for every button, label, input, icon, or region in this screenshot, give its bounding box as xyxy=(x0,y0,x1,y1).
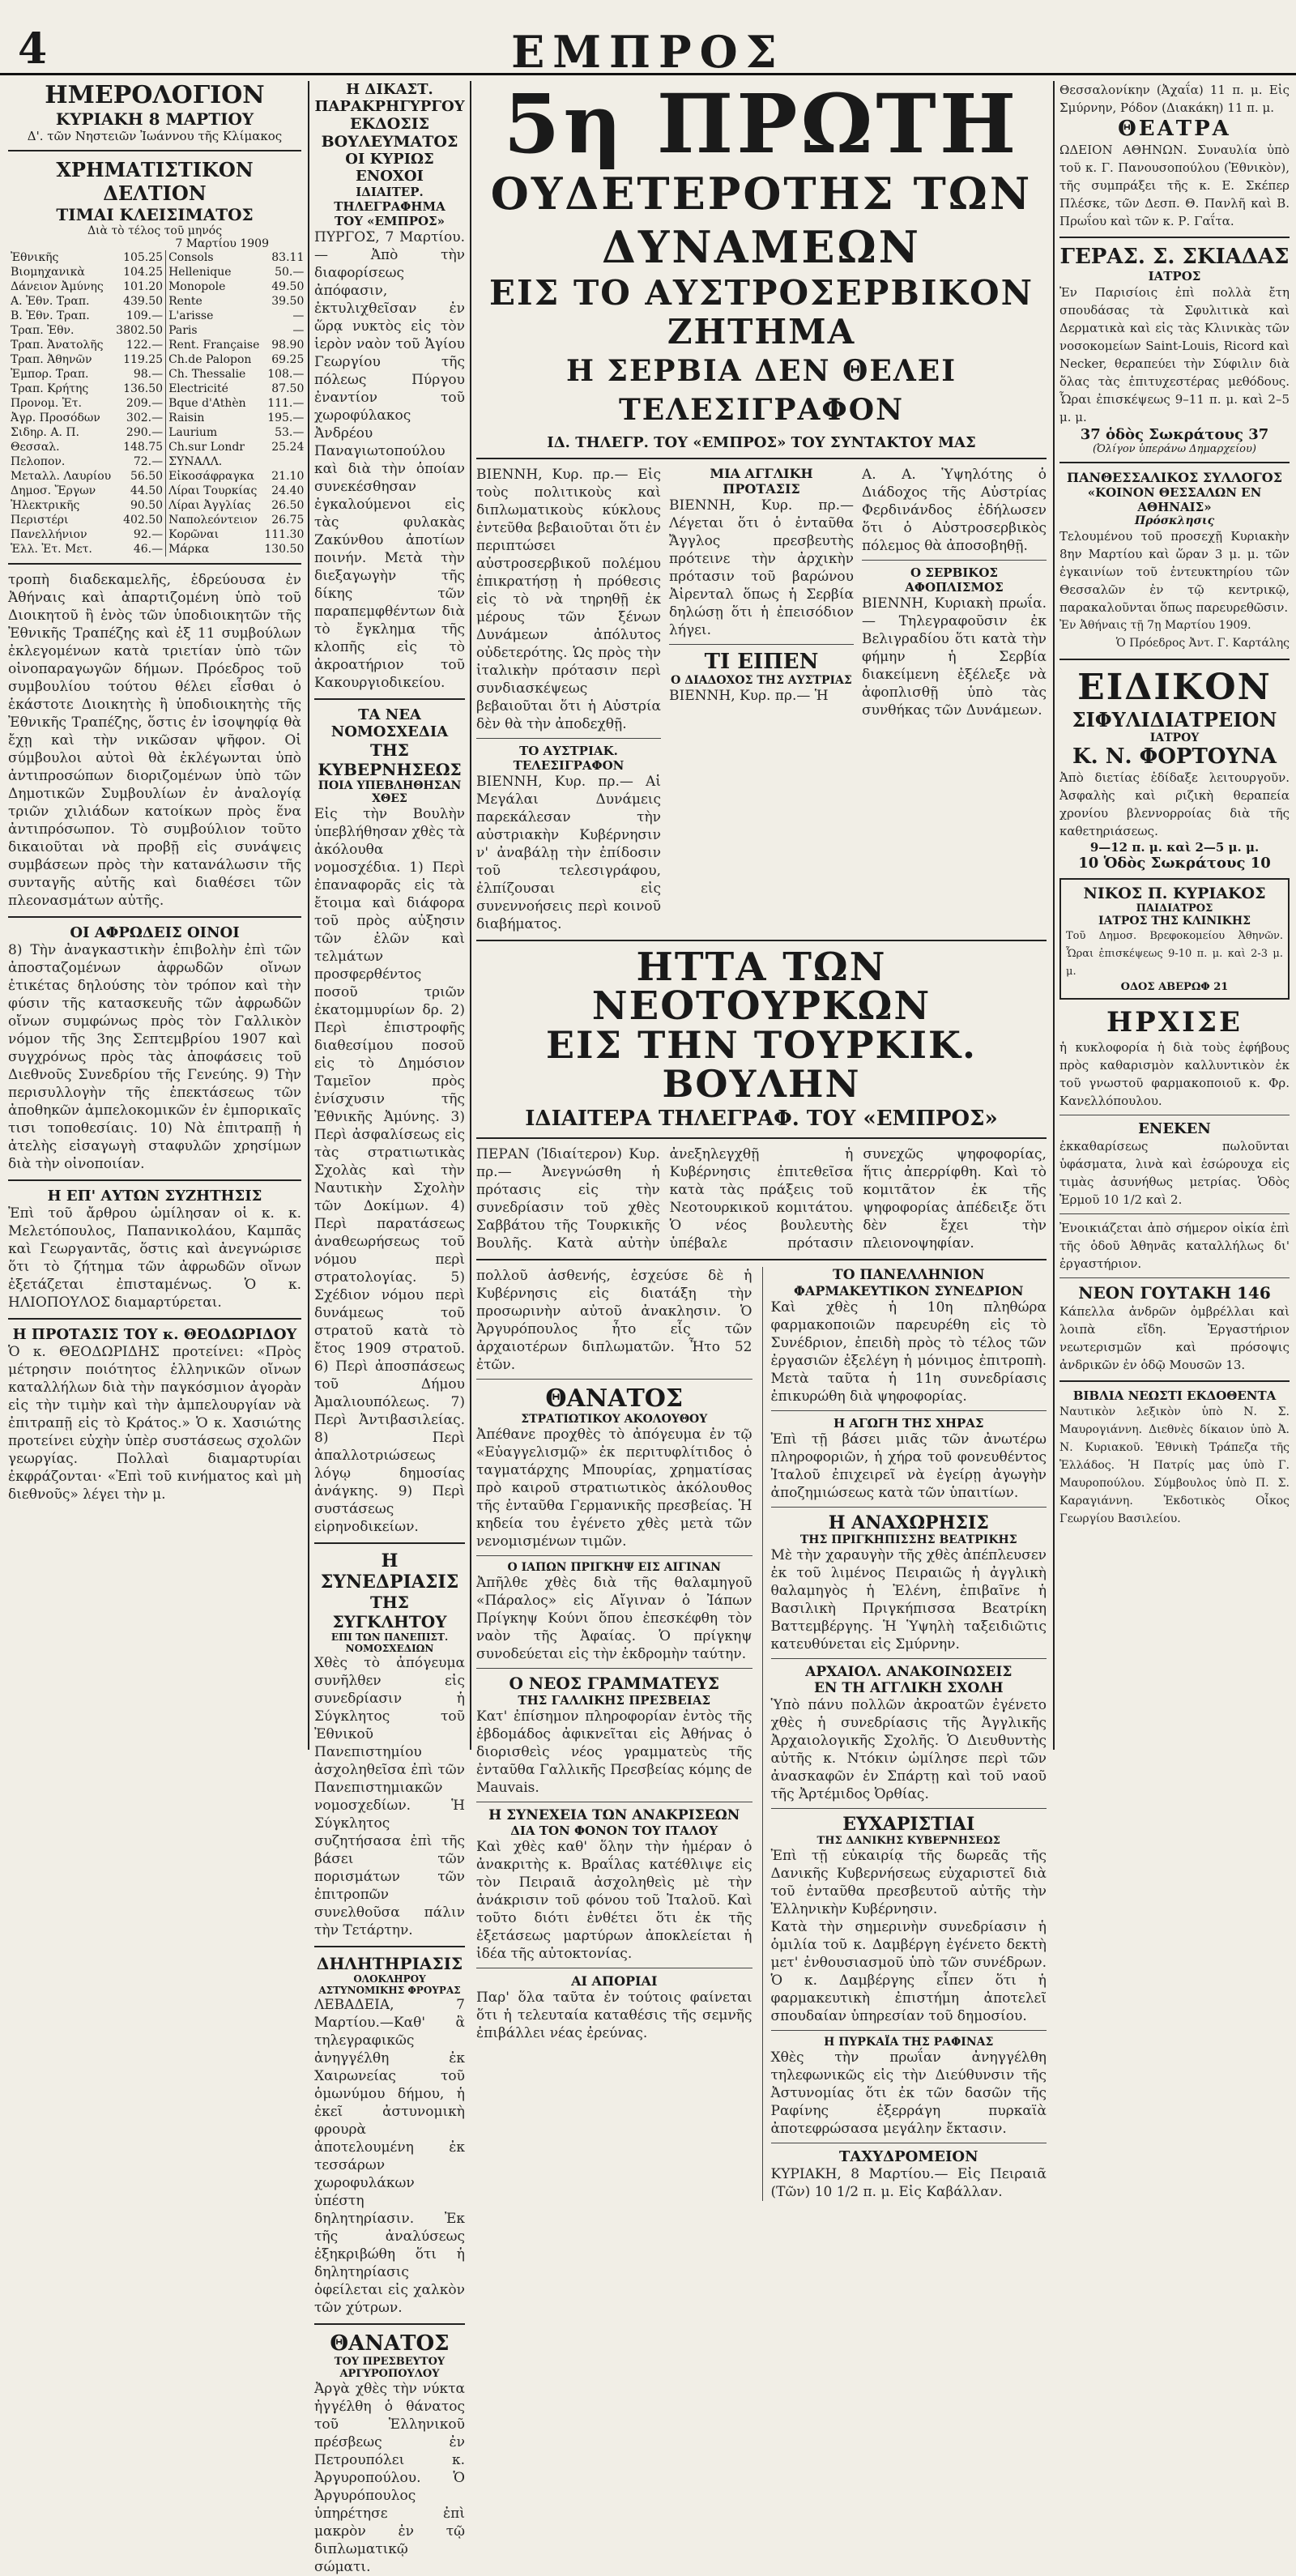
liquidation-text: ἐκκαθαρίσεως πωλοῦνται ὑφάσματα, λινὰ καὶ ἐσώρουχα εἰς τιμὰς ἀσυνήθως μετρίας. Ὁδὸς Ἑρμοῦ 10 1/2 καὶ 2. xyxy=(1059,1139,1290,1207)
quote-name: Hellenique xyxy=(168,266,232,279)
quote-name: Προνομ. Ἐτ. xyxy=(11,397,82,410)
serbian-disarm-text: ΒΙΕΝΝΗ, Κυριακὴ πρωΐα.— Τηλεγραφοῦσιν ἐκ Βελιγραδίου ὅτι κατὰ τὴν φήμην ἡ Σερβία διακείμενη ἐξέλεξε νὰ ἀφοπλισθῇ ὑπὸ τὰς συνθήκας τῶν Δυνάμεων. xyxy=(862,595,1047,719)
association-title: ΠΑΝΘΕΣΣΑΛΙΚΟΣ ΣΥΛΛΟΓΟΣ xyxy=(1066,470,1283,485)
quote-value: 39.50 xyxy=(271,295,305,308)
quote-value: 290.— xyxy=(113,425,165,440)
quote-value: 111.30 xyxy=(264,528,305,541)
special-clinic-hours: 9—12 π. μ. καὶ 2—5 μ. μ. xyxy=(1089,840,1260,855)
japan-prince-title: Ο ΙΑΠΩΝ ΠΡΙΓΚΗΨ ΕΙΣ ΑΙΓΙΝΑΝ xyxy=(507,1561,721,1574)
serbian-disarm-title: Ο ΣΕΡΒΙΚΟΣ ΑΦΟΠΛΙΣΜΟΣ xyxy=(905,565,1004,595)
quote-name: Β. Ἐθν. Τραπ. xyxy=(11,309,90,322)
quote-name: Ch.de Palopon xyxy=(168,353,252,366)
quote-name: Θεσσαλ. xyxy=(11,441,60,454)
quote-row xyxy=(8,338,306,352)
quote-name: Εἰκοσάφραγκα xyxy=(168,470,255,483)
quote-value: 119.25 xyxy=(113,352,165,367)
quote-row xyxy=(8,265,306,279)
quote-row xyxy=(8,352,306,367)
quote-name: Α. Ἐθν. Τραπ. xyxy=(11,295,90,308)
inquiry-title: Η ΣΥΝΕΧΕΙΑ ΤΩΝ ΑΝΑΚΡΙΣΕΩΝ xyxy=(488,1807,740,1823)
quote-value: 98.— xyxy=(113,367,165,382)
quote-value: 26.75 xyxy=(271,514,305,527)
quote-name: Λίραι Ἀγγλίας xyxy=(168,499,251,512)
quote-value: 122.— xyxy=(113,338,165,352)
quote-name: Σιδηρ. Α. Π. xyxy=(11,426,80,439)
laws-title: ΤΑ ΝΕΑ ΝΟΜΟΣΧΕΔΙΑ xyxy=(330,706,449,740)
quote-name: Δάνειον Ἀμύνης xyxy=(11,280,104,293)
calendar-date: ΚΥΡΙΑΚΗ 8 ΜΑΡΤΙΟΥ xyxy=(55,109,254,129)
inquiry-text: Καὶ χθὲς καθ' ὅλην τὴν ἡμέραν ὁ ἀνακριτὴς κ. Βραΐλας κατέθλιψε εἰς τὸν Πειραιᾶ ἀσχοληθεὶς μὲ τὴν ἀνάκρισιν τοῦ φόνου τοῦ Ἰταλοῦ. Καὶ τοῦτο διότι ἐνθέτει ὅτι ἐκ τῆς ἐξετάσεως μαρτύρων ἀποκλείεται ἡ ἰδέα τῆς αὐτοκτονίας. xyxy=(476,1839,752,1962)
quote-row xyxy=(8,396,306,411)
quote-value: 72.— xyxy=(113,454,165,469)
quote-name: Ch. Thessalie xyxy=(168,368,246,381)
senate-text: Χθὲς τὸ ἀπόγευμα συνῆλθεν εἰς συνεδρίασιν ἡ Σύγκλητος τοῦ Ἐθνικοῦ Πανεπιστημίου ἀσχοληθεῖσα ἐπὶ τῶν Πανεπιστημιακῶν νομοσχεδίων. Ἡ Σύγκλητος συζητήσασα ἐπὶ τῆς βάσει τῶν πορισμάτων τῶν ἐπιτροπῶν συνελθοῦσα πάλιν τὴν Τετάρτην. xyxy=(314,1655,465,1938)
right-column xyxy=(1059,81,1290,1758)
quote-name: Τραπ. Ἀθηνῶν xyxy=(11,353,92,366)
quote-value: 108.— xyxy=(267,368,305,381)
quote-name: Πελοπον. xyxy=(11,455,66,468)
proposal-text: Ὁ κ. ΘΕΟΔΩΡΙΔΗΣ προτείνει: «Πρὸς μέτρησιν ποιότητος ἑλληνικῶν οἴνων καταλλήλων διὰ τὴν παγκόσμιον ἀγορὰν εἰς τὴν τιμὴν καὶ τὴν ἀμπελουργίαν νὰ ἐπιτραπῇ εἰς τὸ Κράτος.» Ὁ κ. Χασιώτης προτείνει εὐχὴν ὑπὲρ συστάσεως σχολῶν γεωργίας. Πολλαὶ διαμαρτυρίαι ἐκφράζονται· «Ἐπὶ τοῦ κινήματος καὶ μὴ διεθνοῦς» λέγει τὴν μ. xyxy=(8,1344,301,1503)
pyrgos-sub2: ΟΙ ΚΥΡΙΩΣ ΕΝΟΧΟΙ xyxy=(345,151,434,185)
quote-value: 3802.50 xyxy=(113,323,165,338)
widow-title: Η ΑΓΩΓΗ ΤΗΣ ΧΗΡΑΣ xyxy=(833,1416,984,1431)
books-text: Ναυτικὸν λεξικὸν ὑπὸ Ν. Σ. Μαυρογιάννη. Διεθνὲς δίκαιον ὑπὸ Ἀ. Ν. Κυριακοῦ. Ἐθνικὴ Τράπεζα τῆς Ἑλλάδος. Ἡ Πατρίς μας ὑπὸ Γ. Μαυροπούλου. Σύμβουλος ὑπὸ Π. Σ. Καραγιάννη. Ἐκδοτικὸς Οἶκος Γεωργίου Βασιλείου. xyxy=(1059,1405,1290,1525)
kyriakos-text: Τοῦ Δημοσ. Βρεφοκομείου Ἀθηνῶν. Ὧραι ἐπισκέψεως 9-10 π. μ. καὶ 2-3 μ. μ. xyxy=(1066,930,1283,978)
special-clinic-address: 10 Ὁδὸς Σωκράτους 10 xyxy=(1078,855,1271,872)
austrian-ultimatum-text: ΒΙΕΝΝΗ, Κυρ. πρ.— Αἱ Μεγάλαι Δυνάμεις παρεκάλεσαν τὴν αὐστριακὴν Κυβέρνησιν ν' ἀναβάλῃ τὴν ἐπίδοσιν τοῦ τελεσιγράφου, ἐλπίζουσαι εἰς συνεννοήσεις περὶ κοινοῦ διαβήματος. xyxy=(476,774,661,932)
quote-row xyxy=(8,323,306,338)
quote-value: 53.— xyxy=(275,426,305,439)
quote-row xyxy=(8,309,306,323)
began-text: ἡ κυκλοφορία ἡ διὰ τοὺς ἐφήβους πρὸς καθαρισμὸν καλλυντικὸν ἐκ τοῦ γνωστοῦ φαρμακοποιοῦ κ. Φρ. Κανελλόπουλου. xyxy=(1059,1040,1290,1108)
quote-value: — xyxy=(292,309,305,322)
center-column xyxy=(476,76,1047,2200)
byline: ΙΔ. ΤΗΛΕΓΡ. ΤΟΥ «ΕΜΠΡΟΣ» ΤΟΥ ΣΥΝΤΑΚΤΟΥ ΜΑΣ xyxy=(547,434,976,451)
archaeology-sub: ΕΝ ΤΗ ΑΓΓΛΙΚΗ ΣΧΟΛΗ xyxy=(813,1680,1004,1696)
quote-value: 136.50 xyxy=(113,382,165,396)
quote-name: Ἐθνικῆς xyxy=(11,251,59,264)
quote-value: 25.24 xyxy=(271,441,305,454)
said-sub: Ο ΔΙΑΔΟΧΟΣ ΤΗΣ ΑΥΣΤΡΙΑΣ xyxy=(671,674,852,687)
english-proposal-title: ΜΙΑ ΑΓΓΛΙΚΗ ΠΡΟΤΑΣΙΣ xyxy=(710,466,813,497)
quote-value: — xyxy=(292,324,305,337)
quote-value: 26.50 xyxy=(271,499,305,512)
quote-value: 21.10 xyxy=(271,470,305,483)
headline-neutrality: ΟΥΔΕΤΕΡΟΤΗΣ ΤΩΝ ΔΥΝΑΜΕΩΝ xyxy=(490,168,1033,273)
military-death-title: ΘΑΝΑΤΟΣ xyxy=(545,1384,684,1413)
pyrgos-text: ΠΥΡΓΟΣ, 7 Μαρτίου.— Ἀπὸ τὴν διαφορίσεως ἀπόφασιν, ἐκτυλιχθεῖσαν ἐν ὥρᾳ νυκτὸς εἰς τὸν ἱερὸν ναὸν τοῦ Ἁγίου Γεωργίου τῆς πόλεως Πύργου ἐναντίον τοῦ χωροφύλακος Ἀνδρέου Παναγιωτοπούλου καὶ διὰ τὴν ὁποίαν συνεκέσθησαν ἐγκαλούμενοι εἰς τὰς φυλακὰς Ζακύνθου ἀποτίων ποινήν. Μετὰ τὴν διεξαγωγὴν τῆς δίκης τῶν παραπεμφθέντων διὰ τὸ ἔγκλημα τῆς κλοπῆς εἰς τὸ ἀκροατήριον τοῦ Κακουργιοδικείου. xyxy=(314,229,465,691)
quote-value: 50.— xyxy=(275,266,305,279)
wines-text: 8) Τὴν ἀναγκαστικὴν ἐπιβολὴν ἐπὶ τῶν ἀποσταζομένων ἀφρωδῶν οἴνων ἐτικέτας δηλούσης τὸν τρόπον καὶ τὴν φύσιν τῆς κατασκευῆς τῶν ἀφρωδῶν οἴνων συμφώνως πρὸς τὸν Γαλλικὸν νόμον τῆς 3ης Σεπτεμβρίου 1907 καὶ συγχρόνως πρὸς τὰς ἀποφάσεις τοῦ Διεθνοῦς Συνεδρίου τῆς Γενεύης. 9) Τὴν περισυλλογὴν τῆς ἐπεκτάσεως τῶν ἀποθηκῶν ἀμπελοκομικῶν ἐν ἐμπορικαῖς τισι τοποθεσίαις. 10) Νὰ ἐπιτραπῇ ἡ ἀτελὴς εἰσαγωγὴ σταφυλῶν χρησίμων διὰ τὴν οἰνοποιίαν. xyxy=(8,942,301,1172)
pyrgos-sub1: ΕΚΔΟΣΙΣ ΒΟΥΛΕΥΜΑΤΟΣ xyxy=(321,115,458,151)
newspaper-name: ΕΜΠΡΟΣ xyxy=(511,26,785,78)
doctor-skiadas-address: 37 ὁδὸς Σωκράτους 37 xyxy=(1080,426,1269,443)
quote-row xyxy=(8,469,306,484)
special-clinic-name: Κ. Ν. ΦΟΡΤΟΥΝΑ xyxy=(1072,744,1277,769)
began-title: ΗΡΧΙΣΕ xyxy=(1106,1006,1243,1039)
poison-title: ΔΗΛΗΤΗΡΙΑΣΙΣ xyxy=(316,1954,463,1973)
thanks-text: Ἐπὶ τῇ εὐκαιρίᾳ τῆς δωρεᾶς τῆς Δανικῆς Κυβερνήσεως εὐχαριστεῖ διὰ τοῦ ἐνταῦθα πρεσβευτοῦ αὐτῆς τὴν Ἑλληνικὴν Κυβέρνησιν. xyxy=(770,1848,1047,1917)
poison-sub: ΟΛΟΚΛΗΡΟΥ ΑΣΤΥΝΟΜΙΚΗΣ ΦΡΟΥΡΑΣ xyxy=(318,1973,461,1996)
quote-value: 195.— xyxy=(267,412,305,424)
quote-value: 98.90 xyxy=(271,339,305,352)
headline-serbia: Η ΣΕΡΒΙΑ ΔΕΝ ΘΕΛΕΙ ΤΕΛΕΣΙΓΡΑΦΟΝ xyxy=(565,354,957,427)
quote-name: Ἑλλ. Ἐτ. Μετ. xyxy=(11,543,92,556)
archaeology-text: Ὑπὸ πάνυ πολλῶν ἀκροατῶν ἐγένετο χθὲς ἡ συνεδρίασις τῆς Ἀγγλικῆς Ἀρχαιολογικῆς Σχολῆς. Ὁ Διευθυντὴς αὐτῆς κ. Ντόκιν ὡμίλησε περὶ τῶν ἀνασκαφῶν ἐν Σπάρτῃ καὶ τοῦ ναοῦ τῆς Ἀρτέμιδος Ὀρθίας. xyxy=(770,1697,1047,1802)
post-text: ΚΥΡΙΑΚΗ, 8 Μαρτίου.— Εἰς Πειραιᾶ (Τῶν) 10 1/2 π. μ. Εἰς Καβάλλαν. xyxy=(770,2166,1047,2200)
quote-value: 302.— xyxy=(113,411,165,425)
quote-name: Περιστέρι xyxy=(11,514,69,527)
headline-austroserbian: ΕΙΣ ΤΟ ΑΥΣΤΡΟΣΕΡΒΙΚΟΝ ΖΗΤΗΜΑ xyxy=(488,273,1034,352)
quote-value: 130.50 xyxy=(264,543,305,556)
quote-name: Consols xyxy=(168,251,214,264)
association-label: Πρόσκλησις xyxy=(1134,514,1215,527)
quote-name: Electricité xyxy=(168,382,228,395)
quote-value: 109.— xyxy=(113,309,165,323)
proposal-title: Η ΠΡΟΤΑΣΙΣ ΤΟΥ κ. ΘΕΟΔΩΡΙΔΟΥ xyxy=(12,1326,297,1343)
doctor-skiadas-role: ΙΑΤΡΟΣ xyxy=(1148,269,1201,284)
headline-turkish-parliament: ΕΙΣ ΤΗΝ ΤΟΥΡΚΙΚ. ΒΟΥΛΗΝ xyxy=(545,1023,978,1106)
vienna-text: ΒΙΕΝΝΗ, Κυρ. πρ.— Εἰς τοὺς πολιτικοὺς καὶ διπλωματικοὺς κύκλους ἐντεῦθα βεβαιοῦται ὅτι ἐν περιπτώσει αὐστροσερβικοῦ πολέμου ἐπικρατήσῃ ἡ πρόθεσις εἰς τὸ νὰ τηρηθῇ ἐκ μέρους τῶν ξένων Δυνάμεων ἀπόλυτος οὐδετερότης. Ὡς πρὸς τὴν ἰταλικὴν πρότασιν περὶ συνδιασκέψεως βεβαιοῦται ὅτι ἡ Αὐστρία δὲν θὰ τὴν ἀποδεχθῇ. xyxy=(476,467,661,732)
quote-name: L'arisse xyxy=(168,309,214,322)
calendar-title: ΗΜΕΡΟΛΟΓΙΟΝ xyxy=(45,81,265,109)
special-clinic-text: Ἀπὸ διετίας ἐδίδαξε λειτουργοῦν. Ἀσφαλὴς καὶ ριζικὴ θεραπεία χρονίου βλεννορροίας διὰ τῆς καθετηριάσεως. xyxy=(1059,770,1290,838)
prices-title: ΤΙΜΑΙ ΚΛΕΙΣΙΜΑΤΟΣ xyxy=(56,205,254,224)
military-death-sub: ΣΤΡΑΤΙΩΤΙΚΟΥ ΑΚΟΛΟΥΘΟΥ xyxy=(521,1413,708,1426)
quote-value: 148.75 xyxy=(113,440,165,454)
special-clinic-sub: ΣΙΦΥΛΙΔΙΑΤΡΕΙΟΝ xyxy=(1072,708,1277,731)
senate-title: Η ΣΥΝΕΔΡΙΑΣΙΣ xyxy=(320,1550,459,1593)
laws-text: Εἰς τὴν Βουλὴν ὑπεβλήθησαν χθὲς τὰ ἀκόλουθα νομοσχέδια. 1) Περὶ ἐπαναφορᾶς εἰς τὰ ἔτοιμα καὶ διάφορα τοῦ πρὸς αὐξησιν τῶν ἐλῶν καὶ τελμάτων προσφερθέντος ποσοῦ τριῶν ἐκατομμυρίων δρ. 2) Περὶ ἐπιστροφῆς διαθεσίμου ποσοῦ εἰς τὸ Δημόσιον Ταμεῖον πρὸς ἐνίσχυσιν τῆς Ἐθνικῆς Ἀμύνης. 3) Περὶ ἀσφαλίσεως εἰς τὰς στρατιωτικὰς Σχολὰς καὶ τὴν Ναυτικὴν Σχολὴν τῶν Δοκίμων. 4) Περὶ παρατάσεως ἀναθεωρήσεως τοῦ νόμου περὶ στρατολογίας. 5) Σχέδιον νόμου περὶ δυνάμεως τοῦ στρατοῦ κατὰ τὸ ἔτος 1909 στρατοῦ. 6) Περὶ ἀποσπάσεως τοῦ Δήμου Ἀμαλιουπόλεως. 7) Περὶ Ἀντιβασιλείας. 8) Περὶ ἀπαλλοτριώσεως λόγῳ δημοσίας ἀνάγκης. 9) Περὶ συστάσεως εἰρηνοδικείων. xyxy=(314,806,465,1535)
death-sub: ΤΟΥ ΠΡΕΣΒΕΥΤΟΥ ΑΡΓΥΡΟΠΟΥΛΟΥ xyxy=(334,2356,446,2380)
quote-value: 49.50 xyxy=(271,280,305,293)
quote-name: Πανελλήνιον xyxy=(11,528,87,541)
association-sub: «ΚΟΙΝΟΝ ΘΕΣΣΑΛΩΝ ΕΝ ΑΘΗΝΑΙΣ» xyxy=(1087,485,1262,514)
quote-name: Βιομηχανικὰ xyxy=(11,266,85,279)
quote-name: Δημοσ. Ἔργων xyxy=(11,484,96,497)
quote-value: 69.25 xyxy=(271,353,305,366)
liquidation-title: ΕΝΕΚΕΝ xyxy=(1138,1120,1211,1137)
quote-row xyxy=(8,250,306,265)
association-date: Ἐν Ἀθήναις τῇ 7ῃ Μαρτίου 1909. xyxy=(1059,619,1251,632)
wines-title: ΟΙ ΑΦΡΩΔΕΙΣ ΟΙΝΟΙ xyxy=(70,924,240,941)
pharma-congress-text: Καὶ χθὲς ἡ 10η πληθώρα φαρμακοποιῶν παρευρέθη εἰς τὸ Συνέδριον, ἐπειδὴ πρὸς τὸ τέλος τῶν ἐργασιῶν ἐξελέγη ἡ μόνιμος ἐπιτροπὴ. Μετὰ ταῦτα ἡ 11η συνεδρίασις ἐπικυρώθη διὰ ψηφοφορίας. xyxy=(770,1299,1047,1405)
quote-name: Rente xyxy=(168,295,202,308)
special-clinic-title: ΕΙΔΙΚΟΝ xyxy=(1077,667,1272,708)
left-column xyxy=(8,81,305,1758)
said-title: ΤΙ ΕΙΠΕΝ xyxy=(704,650,819,674)
poison-text: ΛΕΒΑΔΕΙΑ, 7 Μαρτίου.—Καθ' ἃ τηλεγραφικῶς ἀνηγγέλθη ἐκ Χαιρωνείας τοῦ ὁμωνύμου δήμου, ἡ ἐκεῖ ἀστυνομικὴ φρουρὰ ἀποτελουμένη ἐκ τεσσάρων χωροφυλάκων ὑπέστη δηλητηρίασιν. Ἐκ τῆς ἀναλύσεως ἐξηκριβώθη ὅτι ἡ δηλητηρίασις ὀφείλεται εἰς χαλκὸν τῶν χύτρων. xyxy=(314,1997,465,2316)
doctor-skiadas-note: (Ὀλίγον ὑπεράνω Δημαρχείου) xyxy=(1093,443,1256,455)
pharma-speech-text: Κατὰ τὴν σημερινὴν συνεδρίασιν ἡ ὁμιλία τοῦ κ. Δαμβέργη ἐγένετο δεκτὴ μετ' ἐνθουσιασμοῦ ὑπὸ τῶν συνέδρων. Ὁ κ. Δαμβέργης εἶπεν ὅτι ἡ φαρμακευτικὴ ἐπιστήμη ἀποτελεῖ σπουδαίαν ὑπηρεσίαν τοῦ δημοσίου. xyxy=(770,1919,1047,2024)
neon-title: ΝΕΟΝ ΓΟΥΤΑΚΗ 146 xyxy=(1078,1283,1271,1303)
prices-date: 7 Μαρτίου 1909 xyxy=(175,237,269,250)
quote-row xyxy=(8,454,306,469)
association-text: Τελουμένου τοῦ προσεχῇ Κυριακὴν 8ην Μαρτίου καὶ ὥραν 3 μ. μ. τῶν ἐγκαινίων τοῦ ἐντευκτηρίου τῶν Θεσσαλῶν ἐν τῷ κεντρικῷ, παρακαλοῦνται ὅπως παρευρεθῶσιν. xyxy=(1059,529,1290,615)
quote-value: 104.25 xyxy=(113,265,165,279)
quote-row xyxy=(8,484,306,498)
page-number: 4 xyxy=(18,24,48,74)
quote-row xyxy=(8,498,306,513)
quote-value: 83.11 xyxy=(271,251,305,264)
quote-value: 92.— xyxy=(113,527,165,542)
quote-name: Ἀγρ. Προσόδων xyxy=(11,412,100,424)
argyropoulos-continued: πολλοῦ ἀσθενής, ἐσχεύσε δὲ ἡ Κυβέρνησις εἰς διατάξη τὴν προσωρινὴν αὐτοῦ ἀνακλησιν. Ὁ Ἀργυρόπουλος ἦτο εἷς τῶν ἀρχαιοτέρων διπλωματῶν. Ἦτο 52 ἐτῶν. xyxy=(476,1268,752,1373)
quote-name: Laurium xyxy=(168,426,218,439)
quote-name: Ναπολεόντειον xyxy=(168,514,258,527)
quote-name: Μάρκα xyxy=(168,543,210,556)
finance-title: ΧΡΗΜΑΤΙΣΤΙΚΟΝ ΔΕΛΤΙΟΝ xyxy=(56,158,254,205)
quote-name: Λίραι Τουρκίας xyxy=(168,484,258,497)
prices-subtitle: Διὰ τὸ τέλος τοῦ μηνός xyxy=(87,224,223,237)
quote-value: 87.50 xyxy=(271,382,305,395)
austrian-ultimatum-title: ΤΟ ΑΥΣΤΡΙΑΚ. ΤΕΛΕΣΙΓΡΑΦΟΝ xyxy=(513,744,625,773)
departure-sub: ΤΗΣ ΠΡΙΓΚΗΠΙΣΣΗΣ ΒΕΑΤΡΙΚΗΣ xyxy=(799,1533,1017,1546)
widow-text: Ἐπὶ τῇ βάσει μιᾶς τῶν ἀνωτέρω πληροφοριῶν, ἡ χήρα τοῦ φονευθέντος Ἰταλοῦ ἐπιχειρεῖ νὰ ἐγείρῃ ἀγωγὴν ἀποζημιώσεως κατὰ τῶν ὑπαιτίων. xyxy=(770,1431,1047,1501)
quote-name: Ἐμπορ. Τραπ. xyxy=(11,368,89,381)
column-rule xyxy=(470,81,471,1750)
quote-name: Μεταλλ. Λαυρίου xyxy=(11,470,112,483)
laws-sub2: ΠΟΙΑ ΥΠΕΒΛΗΘΗΣΑΝ ΧΘΕΣ xyxy=(318,779,462,805)
quote-row xyxy=(8,513,306,527)
quote-name: Monopole xyxy=(168,280,226,293)
pera-text: ΠΕΡΑΝ (Ἰδιαίτερον) Κυρ. πρ.— Ἀνεγνώσθη ἡ πρότασις εἰς τὴν συνεδρίασιν τοῦ χθὲς Σαββάτου τῆς Τουρκικῆς Βουλῆς. Κατὰ αὐτὴν ἀνεξηλεγχθῇ ἡ Κυβέρνησις ἐπιτεθεῖσα κατὰ τὰς πράξεις τοῦ Νεοτουρκικοῦ κομιτάτου. Ὁ νέος βουλευτὴς ὑπέβαλε πρότασιν συνεχῶς ψηφοφορίας, ἥτις ἀπερρίφθη. Καὶ τὸ κομιτᾶτον ἐκ τῆς ψηφοφορίας ἀπέδειξε ὅτι δὲν ἔχει τὴν πλειονοψηφίαν. xyxy=(476,1146,1047,1252)
quote-name: Ἠλεκτρικῆς xyxy=(11,499,80,512)
secretary-text: Κατ' ἐπίσημον πληροφορίαν ἐντὸς τῆς ἑβδομάδος ἀφικνεῖται εἰς Ἀθήνας ὁ διορισθεὶς νέος γραμματεὺς τῆς ἐνταῦθα Γαλλικῆς Πρεσβείας κόμης de Mauvais. xyxy=(476,1708,752,1796)
association-signature: Ὁ Πρόεδρος Ἀντ. Γ. Καρτάλης xyxy=(1115,637,1290,650)
quote-name: Τραπ. Κρήτης xyxy=(11,382,89,395)
theaters-text: ΩΔΕΙΟΝ ΑΘΗΝΩΝ. Συναυλία ὑπὸ τοῦ κ. Γ. Πανουσοπούλου (Ἐθνικὸν), τῆς συμπράξει τῆς κ. Ε. Σκέπερ Πλέσκε, τῶν Δεσπ. Θ. Πανλῆ καὶ Β. Πρωΐου καὶ τῶν κ. Ρ. Γαΐτα. xyxy=(1059,143,1290,228)
column-rule xyxy=(308,81,309,1750)
apories-title: ΑΙ ΑΠΟΡΙΑΙ xyxy=(571,1973,658,1989)
kyriakos-address: ΟΔΟΣ ΑΒΕΡΩΦ 21 xyxy=(1120,981,1229,993)
pyrgos-sub3: ΙΔΙΑΙΤΕΡ. ΤΗΛΕΓΡΑΦΗΜΑ xyxy=(334,185,446,214)
quote-row xyxy=(8,382,306,396)
quote-value: 402.50 xyxy=(113,513,165,527)
quote-name: Κορῶναι xyxy=(168,528,220,541)
laws-sub: ΤΗΣ ΚΥΒΕΡΝΗΣΕΩΣ xyxy=(318,740,462,779)
debate-title: Η ΕΠ' ΑΥΤΩΝ ΣΥΖΗΤΗΣΙΣ xyxy=(47,1188,262,1205)
fire-text: Χθὲς τὴν πρωΐαν ἀνηγγέλθη τηλεφωνικῶς εἰς τὴν Διεύθυνσιν τῆς Ἀστυνομίας ὅτι ἐκ τῶν δασῶν τῆς Ραφίνης ἐξερράγη πυρκαϊὰ ἀποτεφρώσασα μεγάλην ἔκτασιν. xyxy=(770,2049,1047,2137)
quote-name: Bque d'Athèn xyxy=(168,397,246,410)
said-text: ΒΙΕΝΝΗ, Κυρ. πρ.— Ἡ xyxy=(669,688,829,704)
quote-value: 24.40 xyxy=(271,484,305,497)
quote-row xyxy=(8,294,306,309)
quote-value: 209.— xyxy=(113,396,165,411)
quote-value xyxy=(262,454,306,469)
quote-name: Paris xyxy=(168,324,198,337)
quote-value: 44.50 xyxy=(113,484,165,498)
quote-value: 101.20 xyxy=(113,279,165,294)
quote-row xyxy=(8,411,306,425)
quote-row xyxy=(8,527,306,542)
quote-name: ΣΥΝΑΛΛ. xyxy=(168,455,223,468)
quote-name: Rent. Française xyxy=(168,339,260,352)
departure-text: Μὲ τὴν χαραυγὴν τῆς χθὲς ἀπέπλευσεν ἐκ τοῦ λιμένος Πειραιῶς ἡ ἀγγλικὴ θαλαμηγὸς ἡ Ἐλένη, ἐπιβαῖνε ἡ Βασιλικὴ Πριγκήπισσα Βεατρίκη Βαττεμβέργης. Ἡ Ὑψηλὴ ταξειδιῶτις κατευθύνεται εἰς Σμύρνην. xyxy=(770,1547,1047,1653)
books-title: ΒΙΒΛΙΑ ΝΕΩΣΤΙ ΕΚΔΟΘΕΝΤΑ xyxy=(1072,1388,1277,1403)
quote-value: 46.— xyxy=(113,542,165,557)
quote-value: 90.50 xyxy=(113,498,165,513)
military-death-text: Ἀπέθανε προχθὲς τὸ ἀπόγευμα ἐν τῷ «Εὐαγγελισμῷ» ἐκ περιτυφλίτιδος ὁ ταγματάρχης Μπουρίας, χρηματίσας πρὸ καιροῦ στρατιωτικὸς ἀκόλουθος τῆς ἐνταῦθα Γερμανικῆς πρεσβείας. Ἡ κηδεία του ἐγένετο χθὲς μετὰ τῶν νενομισμένων τιμῶν. xyxy=(476,1427,752,1550)
kyriakos-ad-box xyxy=(1059,878,1290,1000)
neon-text: Κάπελλα ἀνδρῶν ὀμβρέλλαι καὶ λοιπὰ εἴδη. Ἐργαστήριον νεωτερισμῶν καὶ πρόσοψις ἀνδρικῶν ἐν ὁδῷ Μουσῶν 13. xyxy=(1059,1304,1290,1372)
kyriakos-role: ΠΑΙΔΙΑΤΡΟΣ xyxy=(1136,902,1213,915)
kyriakos-sub: ΙΑΤΡΟΣ ΤΗΣ ΚΛΙΝΙΚΗΣ xyxy=(1098,915,1251,928)
departure-title: Η ΑΝΑΧΩΡΗΣΙΣ xyxy=(828,1512,989,1533)
quotes-table xyxy=(8,250,306,557)
quote-value: 56.50 xyxy=(113,469,165,484)
wine-article-text: τροπὴ διαδεκαμελῆς, ἑδρεύουσα ἐν Ἀθήναις καὶ ἀπαρτιζομένη ὑπὸ τοῦ Διοικητοῦ ἢ ἑνὸς τῶν ὑποδιοικητῶν τῆς Ἐθνικῆς Τραπέζης καὶ ἐξ 11 συμβούλων ἐκλεγομένων κατὰ τριετίαν ὑπὸ τῶν οἰνοπαραγωγῶν δήμων. Πρόεδρος τοῦ συμβουλίου τούτου θέλει εἶσθαι ὁ ἑκάστοτε Διοικητὴς ἢ ὑποδιοικητὴς τῆς Ἐθνικῆς Τραπέζης, ὅστις ἐν ἰσοψηφίᾳ θὰ ἔχῃ καὶ τὴν νικῶσαν ψῆφον. Οἱ σύμβουλοι αὐτοὶ θὰ ἐκλέγωνται ὑπὸ ἀντιπροσώπων διοριζομένων ὑπὸ τῶν Δημοτικῶν Συμβουλίων ἐν ἀναλογίᾳ τριῶν χιλιάδων κατοίκων πρὸς ἕνα ἀντιπρόσωπον. Τὸ συμβούλιον τοῦτο δικαιοῦται νὰ προβῇ εἰς συνάψεις συμβάσεων πρὸς τὴν κατανάλωσιν τῆς συνταγῆς αὐτῆς καὶ διαθέσει τῶν πλεονασμάτων αὐτῆς. xyxy=(8,572,301,909)
pharma-congress-title: ΤΟ ΠΑΝΕΛΛΗΝΙΟΝ xyxy=(833,1267,985,1283)
pharma-congress-sub: ΦΑΡΜΑΚΕΥΤΙΚΟΝ ΣΥΝΕΔΡΙΟΝ xyxy=(793,1283,1024,1299)
doctor-skiadas-text: Ἐν Παρισίοις ἐπὶ πολλὰ ἔτη σπουδάσας τὰ Σφυλιτικὰ καὶ Δερματικὰ καὶ εἰς τὰς Κλινικὰς τῶν νοσοκομείων Saint-Louis, Ricord καὶ Necker, θεραπεύει τὴν Σύφιλιν διὰ ὅλας τὰς ἐπιτυχεστέρας μεθόδους. Ὧραι ἐπισκέψεως 9–11 π. μ. καὶ 2–5 μ. μ. xyxy=(1059,285,1290,424)
apories-text: Παρ' ὅλα ταῦτα ἐν τούτοις φαίνεται ὅτι ἡ τελευταία καταθέσις τῆς σεμνῆς ἐπιβάλλει νέας ἐρεύνας. xyxy=(476,1990,752,2041)
pyrgos-title: Η ΔΙΚΑΣΤ. ΠΑΡΑΚΡΗΓΥΡΓΟΥ xyxy=(314,81,465,115)
edition-headline: 5η ΠΡΩΤΗ xyxy=(503,76,1020,172)
archduke-text: Α. Α. Ὑψηλότης ὁ Διάδοχος τῆς Αὐστρίας Φερδινάνδος ἐδήλωσεν ὅτι ὁ Αὐστροσερβικὸς πόλεμος θὰ ἀποσοβηθῇ. xyxy=(862,467,1047,554)
column-rule xyxy=(1053,81,1055,1750)
quote-row xyxy=(8,425,306,440)
debate-text: Ἐπὶ τοῦ ἄρθρου ὡμίλησαν οἱ κ. κ. Μελετόπουλος, Παπανικολάου, Καμπᾶς καὶ Γεωργαντᾶς, ὅστις καὶ ἀνεγνώρισε ὅτι τὸ ζήτημα τῶν ἀφρωδῶν οἴνων ἐξετάζεται ἐπισταμένως. Ὁ κ. ΗΛΙΟΠΟΥΛΟΣ διαμαρτύρεται. xyxy=(8,1205,301,1311)
theaters-title: ΘΕΑΤΡΑ xyxy=(1118,117,1231,141)
archaeology-title: ΑΡΧΑΙΟΛ. ΑΝΑΚΟΙΝΩΣΕΙΣ xyxy=(805,1664,1013,1680)
senate-sub: ΤΗΣ ΣΥΓΚΛΗΤΟΥ xyxy=(332,1593,447,1631)
quote-name: Ch.sur Londr xyxy=(168,441,245,454)
calendar-saints: Δ'. τῶν Νηστειῶν Ἰωάννου τῆς Κλίμακος xyxy=(27,129,283,143)
quote-value: 105.25 xyxy=(113,250,165,265)
thanks-sub: ΤΗΣ ΔΑΝΙΚΗΣ ΚΥΒΕΡΝΗΣΕΩΣ xyxy=(816,1835,1000,1847)
headline-defeat: ΗΤΤΑ ΤΩΝ ΝΕΟΤΟΥΡΚΩΝ xyxy=(591,945,932,1029)
senate-sub2: ΕΠΙ ΤΩΝ ΠΑΝΕΠΙΣΤ. ΝΟΜΟΣΧΕΔΙΩΝ xyxy=(330,1631,449,1654)
secretary-sub: ΤΗΣ ΓΑΛΛΙΚΗΣ ΠΡΕΣΒΕΙΑΣ xyxy=(518,1693,711,1708)
kyriakos-name: ΝΙΚΟΣ Π. ΚΥΡΙΑΚΟΣ xyxy=(1083,885,1266,902)
quote-row xyxy=(8,367,306,382)
quote-row xyxy=(8,542,306,557)
pyrgos-sub4: ΤΟΥ «ΕΜΠΡΟΣ» xyxy=(334,214,446,228)
death-text: Ἀργὰ χθὲς τὴν νύκτα ἠγγέλθη ὁ θάνατος τοῦ Ἑλληνικοῦ πρέσβεως ἐν Πετρουπόλει κ. Ἀργυροπούλου. Ὁ Ἀργυρόπουλος ὑπηρέτησε ἐπὶ μακρὸν ἐν τῷ διπλωματικῷ σώματι. xyxy=(314,2381,465,2575)
death-title: ΘΑΝΑΤΟΣ xyxy=(330,2331,450,2356)
quote-name: Raisin xyxy=(168,412,205,424)
japan-prince-text: Ἀπῆλθε χθὲς διὰ τῆς θαλαμηγοῦ «Πάραλος» εἰς Αἴγιναν ὁ Ἰάπων Πρίγκηψ Κούνι ὅπου ἐπεσκέφθη τὸν ναὸν τῆς Ἀφαίας. Ὁ πρίγκηψ συνοδεύεται εἰς τὴν ἐκδρομὴν ταύτην. xyxy=(476,1575,752,1662)
quote-row xyxy=(8,279,306,294)
post-title: ΤΑΧΥΔΡΟΜΕΙΟΝ xyxy=(838,2148,978,2165)
column-2 xyxy=(314,81,465,2575)
quote-name: Τραπ. Ἐθν. xyxy=(11,324,75,337)
headline-telegraph: ΙΔΙΑΙΤΕΡΑ ΤΗΛΕΓΡΑΦ. ΤΟΥ «ΕΜΠΡΟΣ» xyxy=(525,1107,998,1131)
quote-value: 111.— xyxy=(267,397,305,410)
rent-text: Ἐνοικιάζεται ἀπὸ σήμερον οἰκία ἐπὶ τῆς ὁδοῦ Ἀθηνᾶς καταλλήλως δι' ἐργαστήριον. xyxy=(1059,1221,1290,1271)
quote-row xyxy=(8,440,306,454)
quote-name: Τραπ. Ἀνατολῆς xyxy=(11,339,104,352)
shipping-text: Θεσσαλονίκην (Ἀχαΐα) 11 π. μ. Εἰς Σμύρνην, Ρόδον (Διακάκη) 11 π. μ. xyxy=(1059,83,1290,115)
doctor-skiadas-name: ΓΕΡΑΣ. Σ. ΣΚΙΑΔΑΣ xyxy=(1059,245,1290,269)
special-clinic-role: ΙΑΤΡΟΥ xyxy=(1149,731,1200,744)
quote-value: 439.50 xyxy=(113,294,165,309)
thanks-title: ΕΥΧΑΡΙΣΤΙΑΙ xyxy=(842,1814,975,1835)
secretary-title: Ο ΝΕΟΣ ΓΡΑΜΜΑΤΕΥΣ xyxy=(509,1674,720,1693)
english-proposal-text: ΒΙΕΝΝΗ, Κυρ. πρ.— Λέγεται ὅτι ὁ ἐνταῦθα Ἄγγλος πρεσβευτὴς πρότεινε τὴν ἀρχικὴν πρότασιν τοῦ βαρώνου Ἀἰρενταλ ὅπως ἡ Σερβία δηλώσῃ ὅτι ἡ ἐπεισόδιον λήγει. xyxy=(669,497,854,638)
fire-title: Η ΠΥΡΚΑΪΑ ΤΗΣ ΡΑΦΙΝΑΣ xyxy=(824,2036,994,2049)
inquiry-sub: ΔΙΑ ΤΟΝ ΦΟΝΟΝ ΤΟΥ ΙΤΑΛΟΥ xyxy=(510,1823,718,1838)
